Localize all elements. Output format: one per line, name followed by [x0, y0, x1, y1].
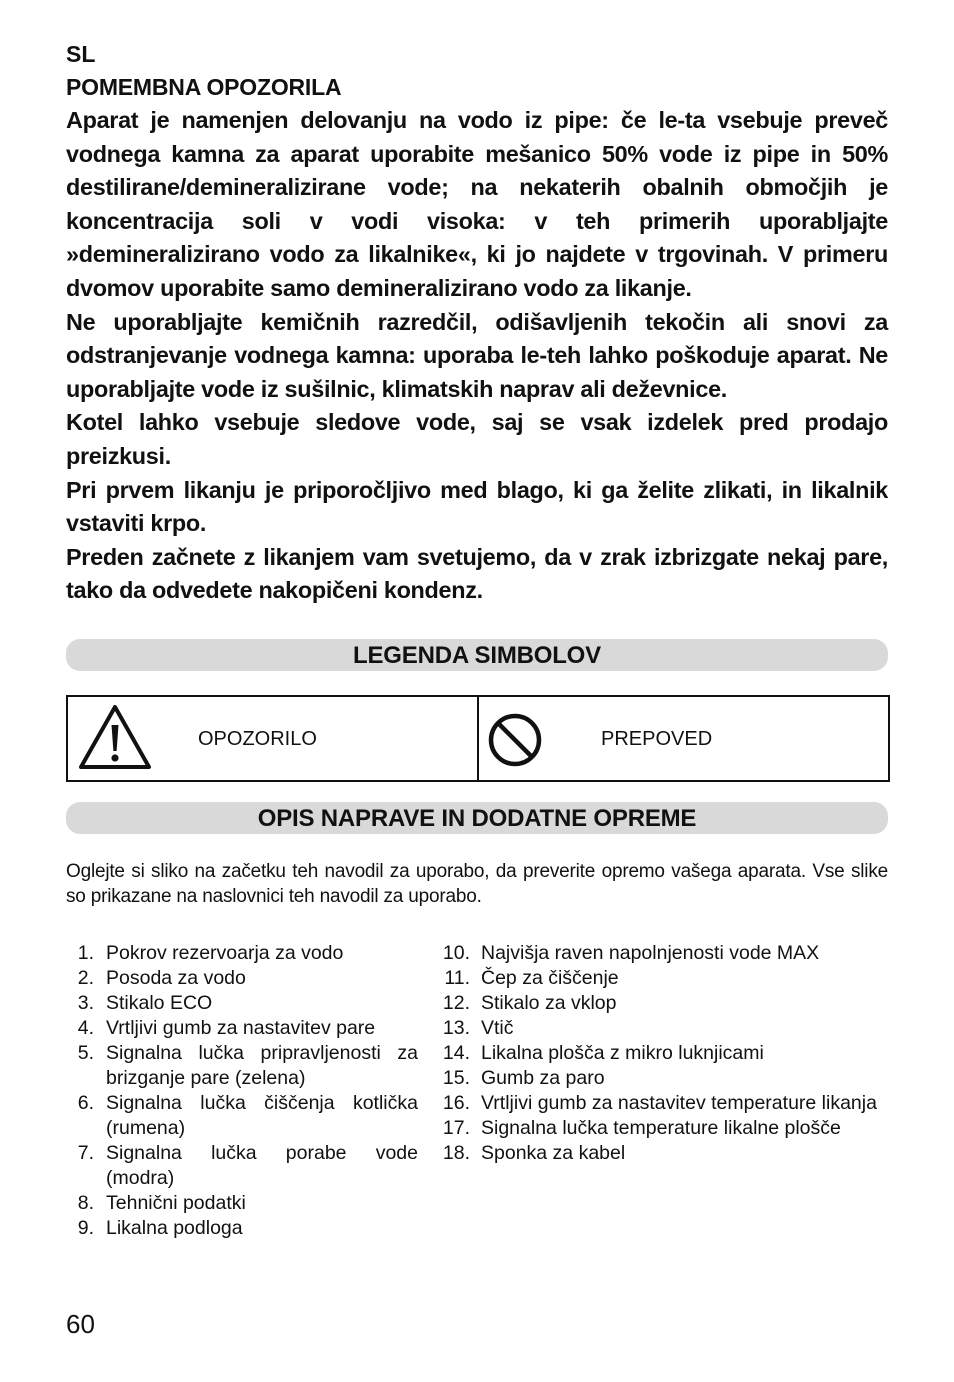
item-text: Likalna plošča z mikro luknjicami — [481, 1042, 764, 1064]
item-number: 11. — [444, 967, 470, 989]
warning-paragraph: Preden začnete z likanjem vam svetujemo, da v zrak izbrizgate nekaj pare, tako da odvedete nakopičeni kondenz. — [66, 543, 888, 604]
page-number: 60 — [66, 1309, 95, 1339]
item-text: Likalna podloga — [106, 1217, 243, 1239]
prohibited-circle-icon — [487, 712, 543, 773]
item-number: 17. — [442, 1117, 470, 1139]
legend-title: LEGENDA SIMBOLOV — [353, 642, 601, 669]
list-item — [436, 1091, 879, 1116]
item-number: 1. — [77, 942, 94, 964]
description-intro: Oglejte si sliko na začetku teh navodil za uporabo, da preverite opremo vašega aparata. Vse slike so prikazane na naslovnici teh navodil za uporabo. — [66, 861, 888, 907]
legend-title-bar — [66, 639, 888, 671]
list-item — [66, 966, 418, 991]
list-item — [436, 1016, 879, 1041]
item-text: Posoda za vodo — [106, 967, 246, 989]
item-number: 12. — [442, 992, 470, 1014]
item-number: 18. — [442, 1142, 470, 1164]
item-number: 7. — [77, 1142, 94, 1164]
item-text: Signalna lučka pripravljenosti za brizganje pare (zelena) — [106, 1042, 418, 1089]
item-number: 5. — [77, 1042, 94, 1064]
item-number: 8. — [77, 1192, 94, 1214]
list-item — [436, 1116, 879, 1141]
warning-label: OPOZORILO — [198, 728, 317, 750]
item-number: 3. — [77, 992, 94, 1014]
warning-paragraph: Ne uporabljajte kemičnih razredčil, odišavljenih tekočin ali snovi za odstranjevanje vodnega kamna: uporaba le-teh lahko poškoduje aparat. Ne uporabljajte vode iz sušilnic, klimatskih naprav ali deževnice. — [66, 308, 888, 402]
item-text: Stikalo za vklop — [481, 992, 617, 1014]
item-text: Vtič — [481, 1017, 514, 1039]
item-text: Vrtljivi gumb za nastavitev temperature likanja — [481, 1092, 877, 1114]
item-text: Signalna lučka temperature likalne plošče — [481, 1117, 841, 1139]
item-text: Signalna lučka porabe vode (modra) — [106, 1142, 418, 1189]
item-number: 13. — [442, 1017, 470, 1039]
item-number: 10. — [442, 942, 470, 964]
item-number: 15. — [442, 1067, 470, 1089]
legend-cell-prohibited — [477, 697, 888, 780]
warnings-body — [66, 104, 888, 608]
list-item — [66, 1216, 418, 1241]
item-text: Sponka za kabel — [481, 1142, 626, 1164]
item-number: 2. — [77, 967, 94, 989]
warning-paragraph: Pri prvem likanju je priporočljivo med blago, ki ga želite zlikati, in likalnik vstaviti krpo. — [66, 476, 888, 537]
list-item — [436, 1141, 879, 1166]
symbol-legend-table — [66, 695, 890, 782]
warnings-heading: POMEMBNA OPOZORILA — [66, 74, 342, 100]
item-text: Najvišja raven napolnjenosti vode MAX — [481, 942, 820, 964]
list-item — [66, 1016, 418, 1041]
warning-paragraph: Aparat je namenjen delovanju na vodo iz pipe: če le-ta vsebuje preveč vodnega kamna za aparat uporabite mešanico 50% vode iz pipe in 50% destilirane/demineralizirane vode; na nekaterih obalnih območjih je koncentracija soli v vodi visoka: v teh primerih uporabljajte »demineralizirano vodo za likalnike«, ki jo najdete v trgovinah. V primeru dvomov uporabite samo demineralizirano vodo za likanje. — [66, 107, 888, 301]
list-item — [66, 1041, 418, 1091]
legend-cell-warning — [68, 697, 477, 780]
warning-paragraph: Kotel lahko vsebuje sledove vode, saj se vsak izdelek pred prodajo preizkusi. — [66, 409, 888, 469]
item-text: Gumb za paro — [481, 1067, 605, 1089]
item-number: 16. — [442, 1092, 470, 1114]
list-item — [66, 1191, 418, 1216]
description-title-bar — [66, 802, 888, 834]
item-number: 14. — [442, 1042, 470, 1064]
list-item — [66, 941, 418, 966]
item-text: Signalna lučka čiščenja kotlička (rumena) — [106, 1092, 418, 1139]
list-item — [436, 1041, 879, 1066]
item-text: Čep za čiščenje — [481, 967, 619, 989]
parts-list-left — [66, 941, 418, 1241]
list-item — [436, 941, 879, 966]
item-number: 4. — [77, 1017, 94, 1039]
parts-list-right — [436, 941, 879, 1166]
warning-triangle-icon — [78, 703, 152, 776]
description-title: OPIS NAPRAVE IN DODATNE OPREME — [257, 805, 697, 832]
list-item — [436, 1066, 879, 1091]
language-code: SL — [66, 41, 96, 67]
item-number: 6. — [77, 1092, 94, 1114]
warnings-section — [66, 38, 888, 608]
list-item — [436, 966, 879, 991]
list-item — [66, 1141, 418, 1191]
item-text: Vrtljivi gumb za nastavitev pare — [106, 1017, 376, 1039]
item-text: Tehnični podatki — [106, 1192, 246, 1214]
prohibited-label: PREPOVED — [601, 728, 713, 750]
item-text: Pokrov rezervoarja za vodo — [106, 942, 344, 964]
list-item — [436, 991, 879, 1016]
list-item — [66, 1091, 418, 1141]
list-item — [66, 991, 418, 1016]
item-text: Stikalo ECO — [106, 992, 213, 1014]
item-number: 9. — [77, 1217, 94, 1239]
